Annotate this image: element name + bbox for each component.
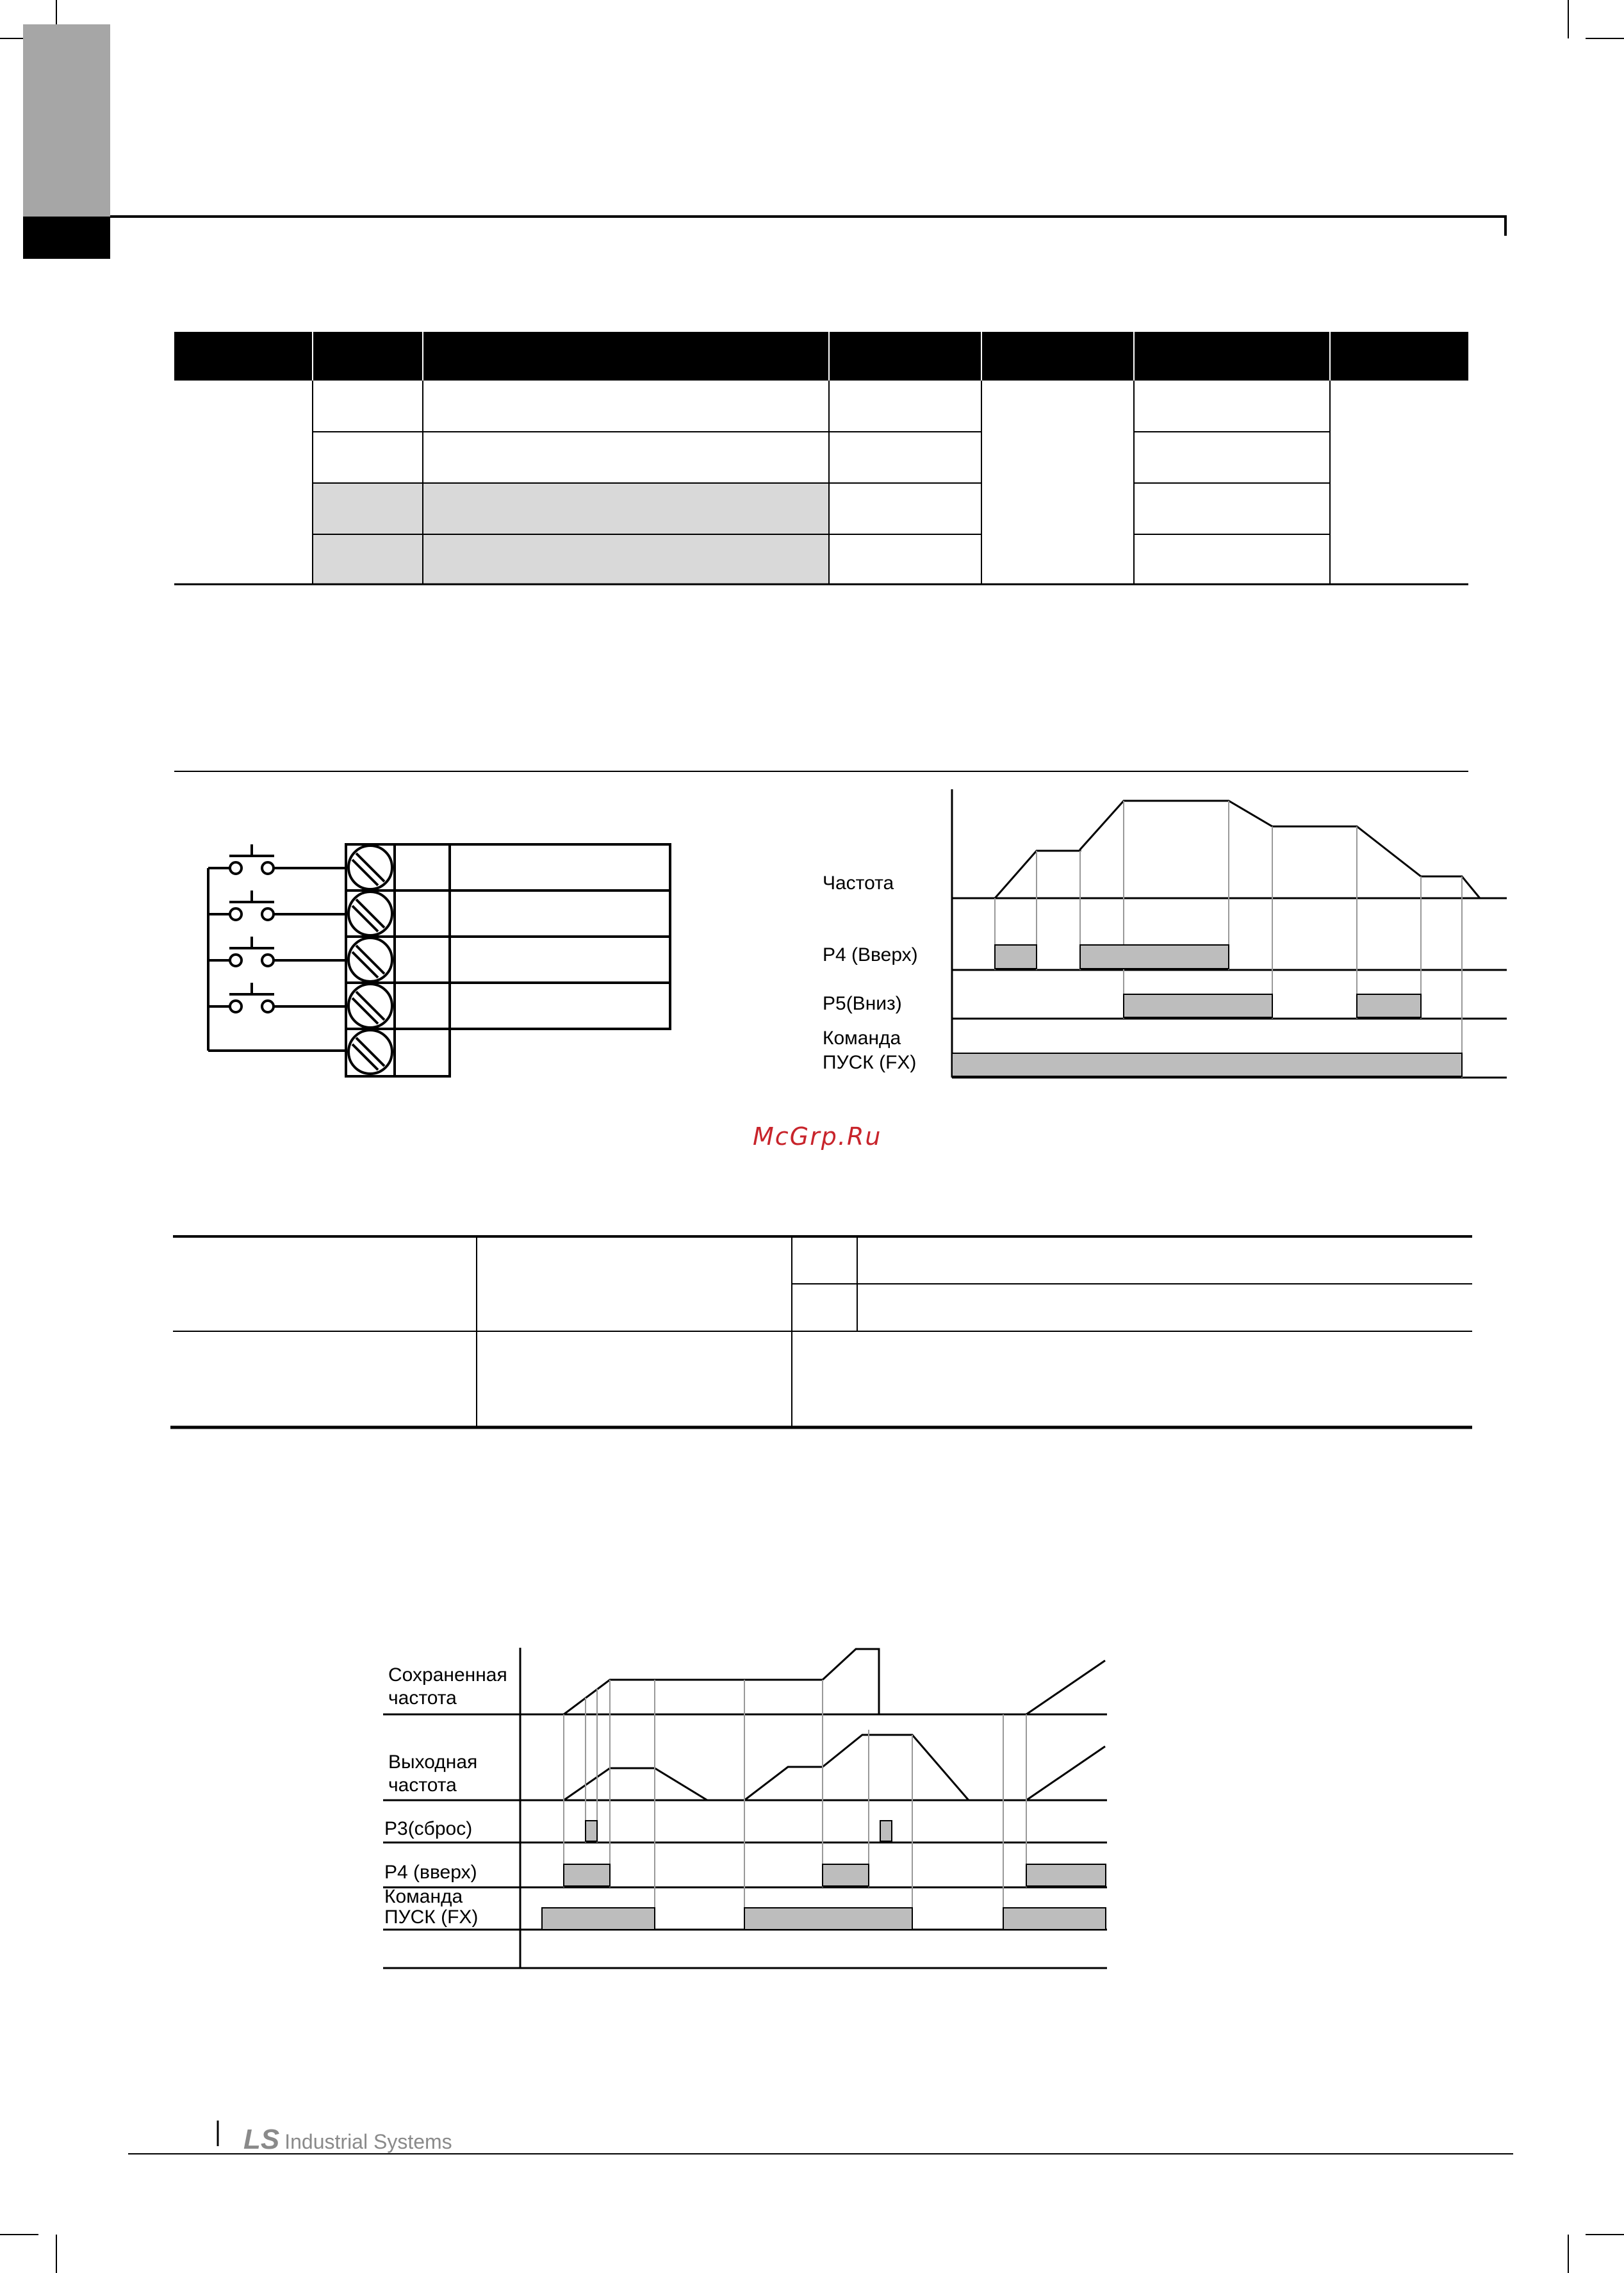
label-output-freq-1: Выходная <box>388 1752 478 1773</box>
label-p4-up-2: P4 (вверх) <box>384 1862 477 1883</box>
fx-pulse-b <box>744 1908 912 1930</box>
table-header <box>174 332 1468 381</box>
wiring-diagram <box>208 844 670 1076</box>
brand-text: Industrial Systems <box>284 2130 452 2153</box>
p4-pulse-a <box>564 1864 610 1886</box>
output-freq-tail <box>1026 1746 1105 1800</box>
terminal-screws <box>349 846 392 1074</box>
fx-pulse <box>952 1053 1462 1076</box>
label-run-fx: ПУСК (FX) <box>823 1052 917 1073</box>
switch-4 <box>208 983 346 1012</box>
label-command-2: Команда <box>384 1886 463 1907</box>
parameter-table <box>174 332 1468 584</box>
label-output-freq-2: частота <box>388 1775 457 1796</box>
switch-1 <box>208 844 346 874</box>
p4-pulse-1 <box>995 945 1037 969</box>
chapter-tab <box>23 24 110 217</box>
parameter-table-2 <box>170 1236 1472 1427</box>
label-run-fx-2: ПУСК (FX) <box>384 1907 479 1928</box>
p3-pulse-1 <box>586 1821 597 1841</box>
timing-chart-saved <box>383 1648 1107 1968</box>
fx-pulse-a <box>542 1908 655 1930</box>
watermark: McGrp.Ru <box>753 1122 882 1151</box>
p5-pulse-2 <box>1357 994 1421 1017</box>
switch-2 <box>208 890 346 920</box>
label-saved-freq-2: частота <box>388 1687 457 1709</box>
label-p5-down: P5(Вниз) <box>823 993 902 1014</box>
label-saved-freq-1: Сохраненная <box>388 1664 507 1686</box>
chapter-tab-black <box>23 217 110 259</box>
label-command: Команда <box>823 1028 901 1049</box>
fx-pulse-c <box>1003 1908 1106 1930</box>
brand-logo: LS <box>243 2124 280 2155</box>
timing-chart-updown <box>952 789 1507 1078</box>
switch-3 <box>208 937 346 966</box>
label-p3-reset: P3(сброс) <box>384 1818 473 1839</box>
saved-freq-tail <box>1026 1661 1105 1714</box>
output-freq-curve-2 <box>744 1735 969 1800</box>
label-frequency: Частота <box>823 873 894 894</box>
freq-curve <box>995 801 1480 898</box>
p3-pulse-2 <box>880 1821 892 1841</box>
p4-pulse-2 <box>1080 945 1229 969</box>
brand-footer <box>243 2124 452 2156</box>
p4-pulse-b <box>823 1864 869 1886</box>
label-p4-up: P4 (Вверх) <box>823 944 918 965</box>
saved-freq-curve <box>564 1649 879 1714</box>
p4-pulse-c <box>1026 1864 1106 1886</box>
p5-pulse-1 <box>1124 994 1272 1017</box>
